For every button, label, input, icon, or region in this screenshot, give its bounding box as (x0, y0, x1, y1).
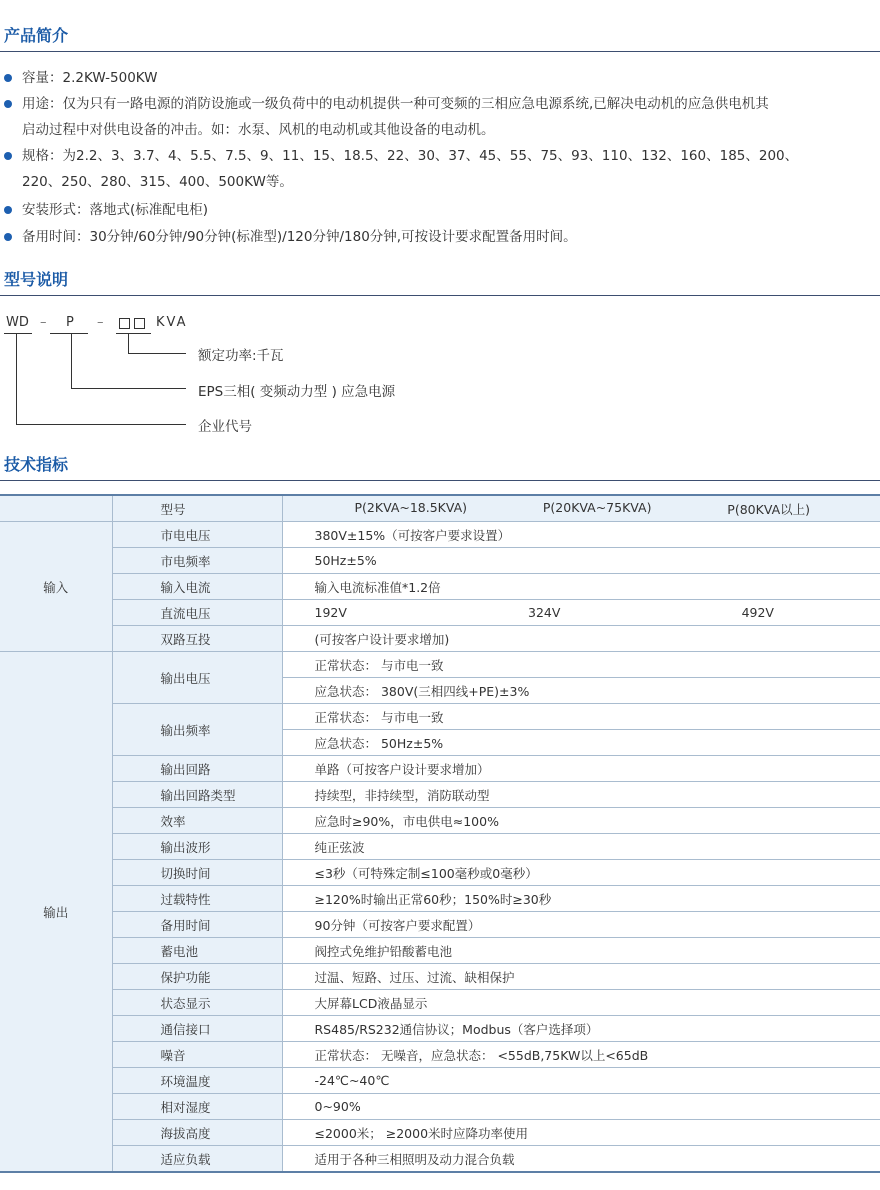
table-row: 应急状态： 380V(三相四线+PE)±3% (0, 678, 880, 704)
table-row: 输出频率 正常状态： 与市电一致 (0, 704, 880, 730)
table-row: 适应负载 适用于各种三相照明及动力混合负载 (0, 1146, 880, 1173)
model-code-wd: WD (6, 315, 29, 330)
note-eps-type: EPS三相( 变频动力型 ) 应急电源 (198, 384, 396, 400)
leader-line (71, 388, 186, 389)
intro-item-install: 安装形式：落地式(标准配电柜) (12, 197, 877, 223)
header-models: P(2KVA~18.5KVA) P(20KVA~75KVA) P(80KVA以上) (354, 499, 810, 517)
group-input: 输入 (0, 522, 112, 652)
table-row: 过载特性 ≥120%时输出正常60秒；150%时≥30秒 (0, 886, 880, 912)
table-row: 输入 市电电压 380V±15%（可按客户要求设置） (0, 522, 880, 548)
bullet-dot-icon (4, 74, 12, 82)
table-row: 应急状态： 50Hz±5% (0, 730, 880, 756)
leader-line (71, 333, 72, 388)
code-underline (116, 333, 151, 334)
table-row: 效率 应急时≥90%，市电供电≈100% (0, 808, 880, 834)
table-row: 相对湿度 0~90% (0, 1094, 880, 1120)
bullet-dot-icon (4, 233, 12, 241)
leader-line (128, 333, 129, 353)
intro-item-capacity: 容量：2.2KW-500KW (12, 65, 877, 91)
section-title-specs: 技术指标 (4, 455, 69, 474)
bullet-dot-icon (4, 100, 12, 108)
leader-line (128, 353, 186, 354)
table-row: 海拔高度 ≤2000米； ≥2000米时应降功率使用 (0, 1120, 880, 1146)
leader-line (16, 333, 17, 424)
bullet-dot-icon (4, 206, 12, 214)
note-company-code: 企业代号 (198, 419, 252, 435)
model-code-p: P (66, 315, 74, 330)
section-title-intro: 产品简介 (4, 26, 69, 45)
section-divider (0, 51, 880, 52)
table-row: 输入电流 输入电流标准值*1.2倍 (0, 574, 880, 600)
table-row: 输出 输出电压 正常状态： 与市电一致 (0, 652, 880, 678)
section-divider (0, 480, 880, 481)
table-row: 保护功能 过温、短路、过压、过流、缺相保护 (0, 964, 880, 990)
table-row: 通信接口 RS485/RS232通信协议；Modbus（客户选择项） (0, 1016, 880, 1042)
model-code-dash: – (97, 315, 104, 330)
table-row: 备用时间 90分钟（可按客户要求配置） (0, 912, 880, 938)
table-row: 切换时间 ≤3秒（可特殊定制≤100毫秒或0毫秒） (0, 860, 880, 886)
table-header-row (0, 495, 880, 522)
model-code-kva: KVA (156, 315, 188, 330)
table-row: 输出波形 纯正弦波 (0, 834, 880, 860)
table-row: 环境温度 -24℃~40℃ (0, 1068, 880, 1094)
note-rated-power: 额定功率:千瓦 (198, 348, 284, 364)
table-row: 双路互投 (可按客户设计要求增加) (0, 626, 880, 652)
section-divider (0, 295, 880, 296)
table-row: 直流电压 192V 324V 492V (0, 600, 880, 626)
intro-item-usage: 用途：仅为只有一路电源的消防设施或一级负荷中的电动机提供一种可变频的三相应急电源系统,已解决电动机的应急供电机其 启动过程中对供电设备的冲击。如：水泵、风机的电动机或其他设备的电动机。 (12, 91, 877, 143)
placeholder-box-icon (134, 318, 145, 329)
dc-voltage-values: 192V 324V 492V (314, 605, 774, 620)
intro-item-specs: 规格：为2.2、3、3.7、4、5.5、7.5、9、11、15、18.5、22、30、37、45、55、75、93、110、132、160、185、200、 220、250、280、315、400、500KW等。 (12, 143, 877, 195)
table-row: 蓄电池 阀控式免维护铅酸蓄电池 (0, 938, 880, 964)
table-row: 噪音 正常状态： 无噪音，应急状态： <55dB,75KW以上<65dB (0, 1042, 880, 1068)
table-row: 输出回路类型 持续型，非持续型，消防联动型 (0, 782, 880, 808)
group-output: 输出 (0, 652, 112, 1173)
code-underline (4, 333, 32, 334)
leader-line (16, 424, 186, 425)
model-code-dash: – (40, 315, 47, 330)
section-title-model: 型号说明 (4, 270, 69, 289)
table-row: 市电频率 50Hz±5% (0, 548, 880, 574)
table-row: 输出回路 单路（可按客户设计要求增加） (0, 756, 880, 782)
intro-item-backup-time: 备用时间：30分钟/60分钟/90分钟(标准型)/120分钟/180分钟,可按设计要求配置备用时间。 (12, 224, 877, 250)
code-underline (50, 333, 88, 334)
placeholder-box-icon (119, 318, 130, 329)
table-row: 状态显示 大屏幕LCD液晶显示 (0, 990, 880, 1016)
bullet-dot-icon (4, 152, 12, 160)
header-label: 型号 (112, 495, 282, 522)
spec-table (0, 494, 880, 1173)
